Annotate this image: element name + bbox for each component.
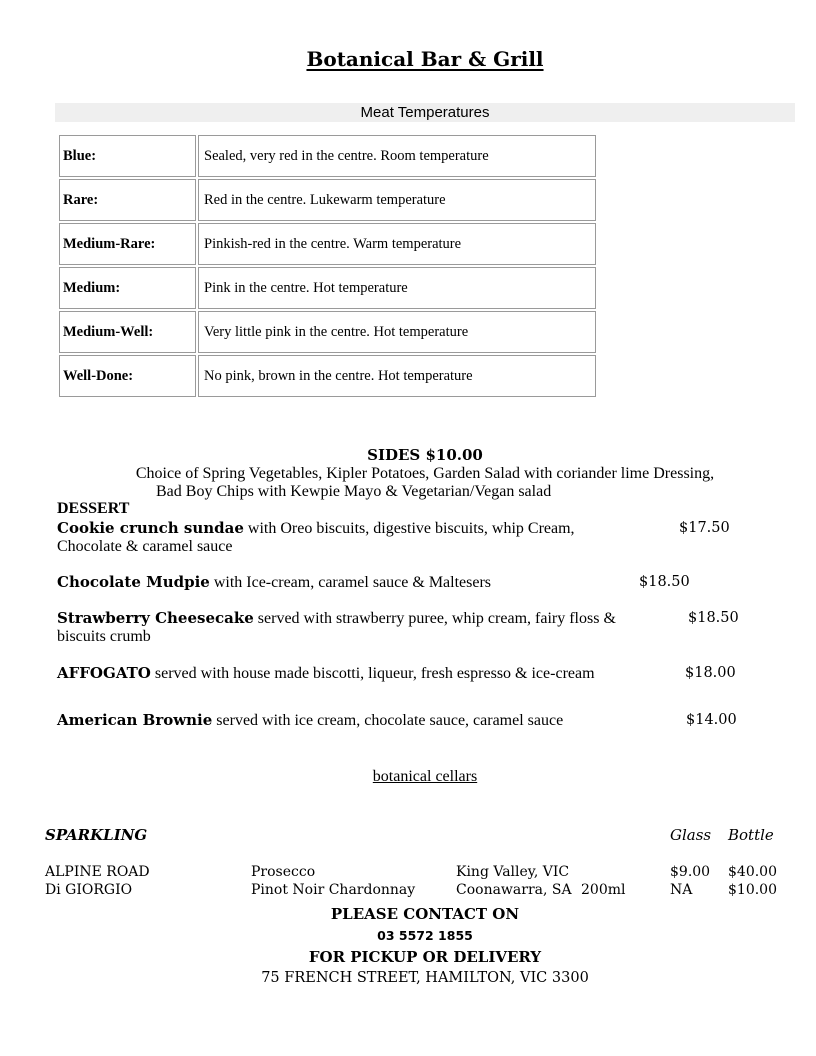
dessert-desc: with Oreo biscuits, digestive biscuits, whip Cream, <box>243 520 575 537</box>
dessert-price: $18.50 <box>639 574 690 590</box>
dessert-item <box>57 711 563 730</box>
dessert-desc: served with strawberry puree, whip cream, fairy floss & <box>253 610 616 627</box>
dessert-name: Strawberry Cheesecake <box>57 609 254 627</box>
wine-variety: Prosecco <box>251 864 316 880</box>
temps-heading: Meat Temperatures <box>55 103 795 122</box>
wine-size: 200ml <box>581 882 626 898</box>
temp-desc: Red in the centre. Lukewarm temperature <box>198 179 596 221</box>
dessert-price: $17.50 <box>679 520 730 536</box>
glass-column-header: Glass <box>670 826 712 844</box>
temp-desc: No pink, brown in the centre. Hot temperature <box>198 355 596 397</box>
wine-region: King Valley, VIC <box>456 864 570 880</box>
dessert-name: AFFOGATO <box>57 664 151 682</box>
wine-glass-price: NA <box>670 882 693 898</box>
temp-label: Rare: <box>59 179 196 221</box>
table-row <box>59 223 596 265</box>
wine-region: Coonawarra, SA <box>456 882 572 898</box>
wine-glass-price: $9.00 <box>670 864 711 880</box>
wine-bottle-price: $40.00 <box>728 864 777 880</box>
dessert-desc: served with ice cream, chocolate sauce, caramel sauce <box>212 712 564 729</box>
temp-desc: Sealed, very red in the centre. Room temperature <box>198 135 596 177</box>
dessert-desc-2: biscuits crumb <box>57 628 151 645</box>
address: 75 FRENCH STREET, HAMILTON, VIC 3300 <box>261 970 589 986</box>
dessert-item <box>57 664 595 683</box>
sides-line-2: Bad Boy Chips with Kewpie Mayo & Vegetarian/Vegan salad <box>156 483 552 500</box>
temp-desc: Pinkish-red in the centre. Warm temperature <box>198 223 596 265</box>
dessert-desc: served with house made biscotti, liqueur, fresh espresso & ice-cream <box>150 665 595 682</box>
temp-label: Medium: <box>59 267 196 309</box>
dessert-price: $14.00 <box>686 712 737 728</box>
dessert-item <box>57 519 617 556</box>
table-row <box>59 311 596 353</box>
wine-variety: Pinot Noir Chardonnay <box>251 882 416 898</box>
page-title: Botanical Bar & Grill <box>306 47 544 71</box>
table-row <box>59 179 596 221</box>
dessert-price: $18.00 <box>685 665 736 681</box>
dessert-desc-2: Chocolate & caramel sauce <box>57 538 233 555</box>
dessert-item <box>57 609 657 646</box>
dessert-heading: DESSERT <box>57 500 130 517</box>
dessert-name: Cookie crunch sundae <box>57 519 244 537</box>
contact-line-2: FOR PICKUP OR DELIVERY <box>308 948 542 966</box>
wine-name: ALPINE ROAD <box>45 864 150 880</box>
temp-label: Medium-Rare: <box>59 223 196 265</box>
contact-line-1: PLEASE CONTACT ON <box>330 905 520 923</box>
dessert-desc: with Ice-cream, caramel sauce & Maltesers <box>209 574 492 591</box>
wine-name: Di GIORGIO <box>45 882 133 898</box>
sparkling-heading <box>45 826 147 844</box>
wine-bottle-price: $10.00 <box>728 882 777 898</box>
sparkling-label: SPARKLING <box>45 826 148 844</box>
bottle-column-header: Bottle <box>728 826 774 844</box>
dessert-name: Chocolate Mudpie <box>57 573 210 591</box>
table-row <box>59 267 596 309</box>
cellars-heading: botanical cellars <box>372 768 478 785</box>
phone-number: 03 5572 1855 <box>377 928 473 943</box>
temp-label: Blue: <box>59 135 196 177</box>
meat-temperatures-table <box>57 133 598 399</box>
dessert-name: American Brownie <box>57 711 213 729</box>
dessert-price: $18.50 <box>688 610 739 626</box>
table-row <box>59 135 596 177</box>
sides-heading: SIDES $10.00 <box>367 446 483 464</box>
temp-desc: Pink in the centre. Hot temperature <box>198 267 596 309</box>
sides-line-1: Choice of Spring Vegetables, Kipler Potatoes, Garden Salad with coriander lime Dressing, <box>135 465 715 482</box>
temp-label: Medium-Well: <box>59 311 196 353</box>
temp-desc: Very little pink in the centre. Hot temperature <box>198 311 596 353</box>
table-row <box>59 355 596 397</box>
dessert-item <box>57 573 491 592</box>
temp-label: Well-Done: <box>59 355 196 397</box>
